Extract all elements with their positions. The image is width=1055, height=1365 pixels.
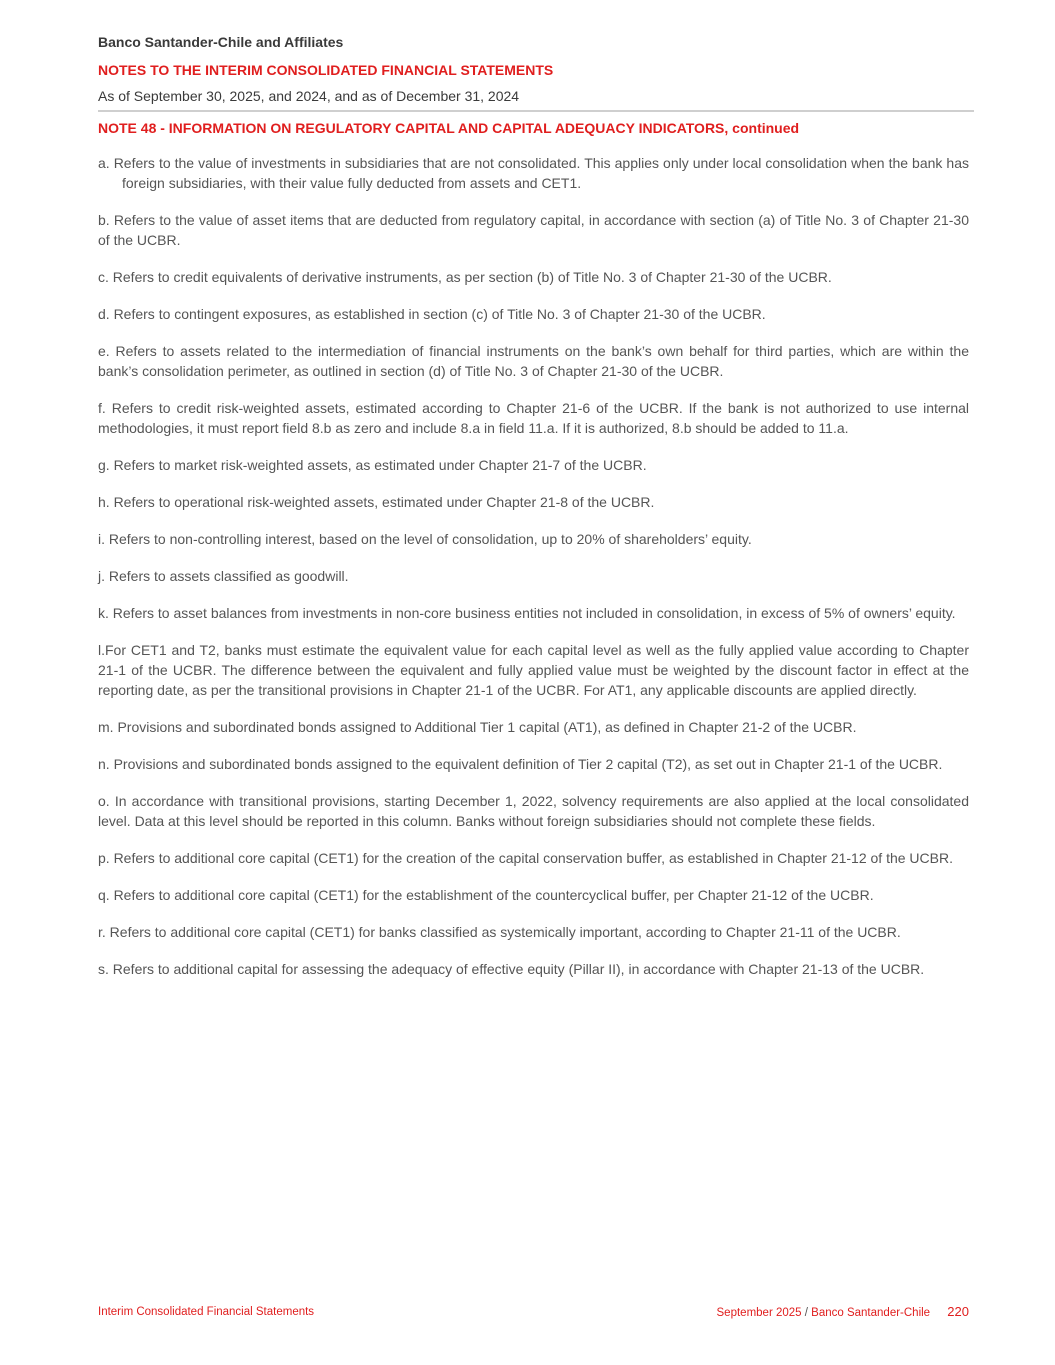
page-number: 220 [947, 1304, 969, 1319]
footer-entity: Banco Santander-Chile [811, 1307, 931, 1319]
note-item-l: l.For CET1 and T2, banks must estimate the equivalent value for each capital level as well as the fully applied value according to Chapter 21-1 of the UCBR. The difference between the equivalent and fully applied value must be weighted by the discount factor in effect at the reporting date, as per the transitional provisions in Chapter 21-1 of the UCBR. For AT1, any applicable discounts are applied directly. [98, 642, 969, 698]
company-name: Banco Santander-Chile and Affiliates [98, 34, 344, 50]
note-item-j: j. Refers to assets classified as goodwill. [98, 568, 349, 584]
notes-list [98, 153, 969, 996]
header-divider [98, 110, 974, 112]
note-item-f: f. Refers to credit risk-weighted assets, estimated according to Chapter 21-6 of the UCBR. If the bank is not authorized to use internal methodologies, it must report field 8.b as zero and include 8.a in field 11.a. If it is authorized, 8.b should be added to 11.a. [98, 400, 969, 436]
note-item-m: m. Provisions and subordinated bonds assigned to Additional Tier 1 capital (AT1), as defined in Chapter 21-2 of the UCBR. [98, 719, 857, 735]
note-item-d: d. Refers to contingent exposures, as established in section (c) of Title No. 3 of Chapter 21-30 of the UCBR. [98, 306, 766, 322]
note-item-o: o. In accordance with transitional provisions, starting December 1, 2022, solvency requirements are also applied at the local consolidated level. Data at this level should be reported in this column. Banks without foreign subsidiaries should not complete these fields. [98, 793, 969, 829]
footer-date: September 2025 [716, 1307, 802, 1319]
footer-separator: / [804, 1307, 808, 1319]
note-item-s: s. Refers to additional capital for assessing the adequacy of effective equity (Pillar II), in accordance with Chapter 21-13 of the UCBR. [98, 961, 925, 977]
note-item-n: n. Provisions and subordinated bonds assigned to the equivalent definition of Tier 2 capital (T2), as set out in Chapter 21-1 of the UCBR. [98, 756, 943, 772]
reporting-period: As of September 30, 2025, and 2024, and as of December 31, 2024 [98, 88, 520, 104]
footer-document-title: Interim Consolidated Financial Statements [98, 1306, 315, 1318]
statements-title: NOTES TO THE INTERIM CONSOLIDATED FINANCIAL STATEMENTS [98, 62, 554, 78]
note-item-c: c. Refers to credit equivalents of derivative instruments, as per section (b) of Title No. 3 of Chapter 21-30 of the UCBR. [98, 269, 832, 285]
note-item-k: k. Refers to asset balances from investments in non-core business entities not included in consolidation, in excess of 5% of owners’ equity. [98, 605, 956, 621]
note-item-b: b. Refers to the value of asset items that are deducted from regulatory capital, in accordance with section (a) of Title No. 3 of Chapter 21-30 of the UCBR. [98, 212, 969, 248]
note-item-q: q. Refers to additional core capital (CET1) for the establishment of the countercyclical buffer, per Chapter 21-12 of the UCBR. [98, 887, 874, 903]
note-item-r: r. Refers to additional core capital (CET1) for banks classified as systemically important, according to Chapter 21-11 of the UCBR. [98, 924, 901, 940]
note-item-a: a. Refers to the value of investments in subsidiaries that are not consolidated. This applies only under local consolidation when the bank has foreign subsidiaries, with their value fully deducted from assets and CET1. [98, 155, 969, 191]
note-item-e: e. Refers to assets related to the intermediation of financial instruments on the bank’s own behalf for third parties, which are within the bank’s consolidation perimeter, as outlined in section (d) of Title No. 3 of Chapter 21-30 of the UCBR. [98, 343, 969, 379]
footer-right [717, 1304, 969, 1319]
note-item-h: h. Refers to operational risk-weighted assets, estimated under Chapter 21-8 of the UCBR. [98, 494, 655, 510]
note-heading: NOTE 48 - INFORMATION ON REGULATORY CAPITAL AND CAPITAL ADEQUACY INDICATORS, continued [98, 120, 800, 136]
note-item-g: g. Refers to market risk-weighted assets, as estimated under Chapter 21-7 of the UCBR. [98, 457, 647, 473]
note-item-i: i. Refers to non-controlling interest, based on the level of consolidation, up to 20% of shareholders’ equity. [98, 531, 752, 547]
note-item-p: p. Refers to additional core capital (CET1) for the creation of the capital conservation buffer, as established in Chapter 21-12 of the UCBR. [98, 850, 953, 866]
